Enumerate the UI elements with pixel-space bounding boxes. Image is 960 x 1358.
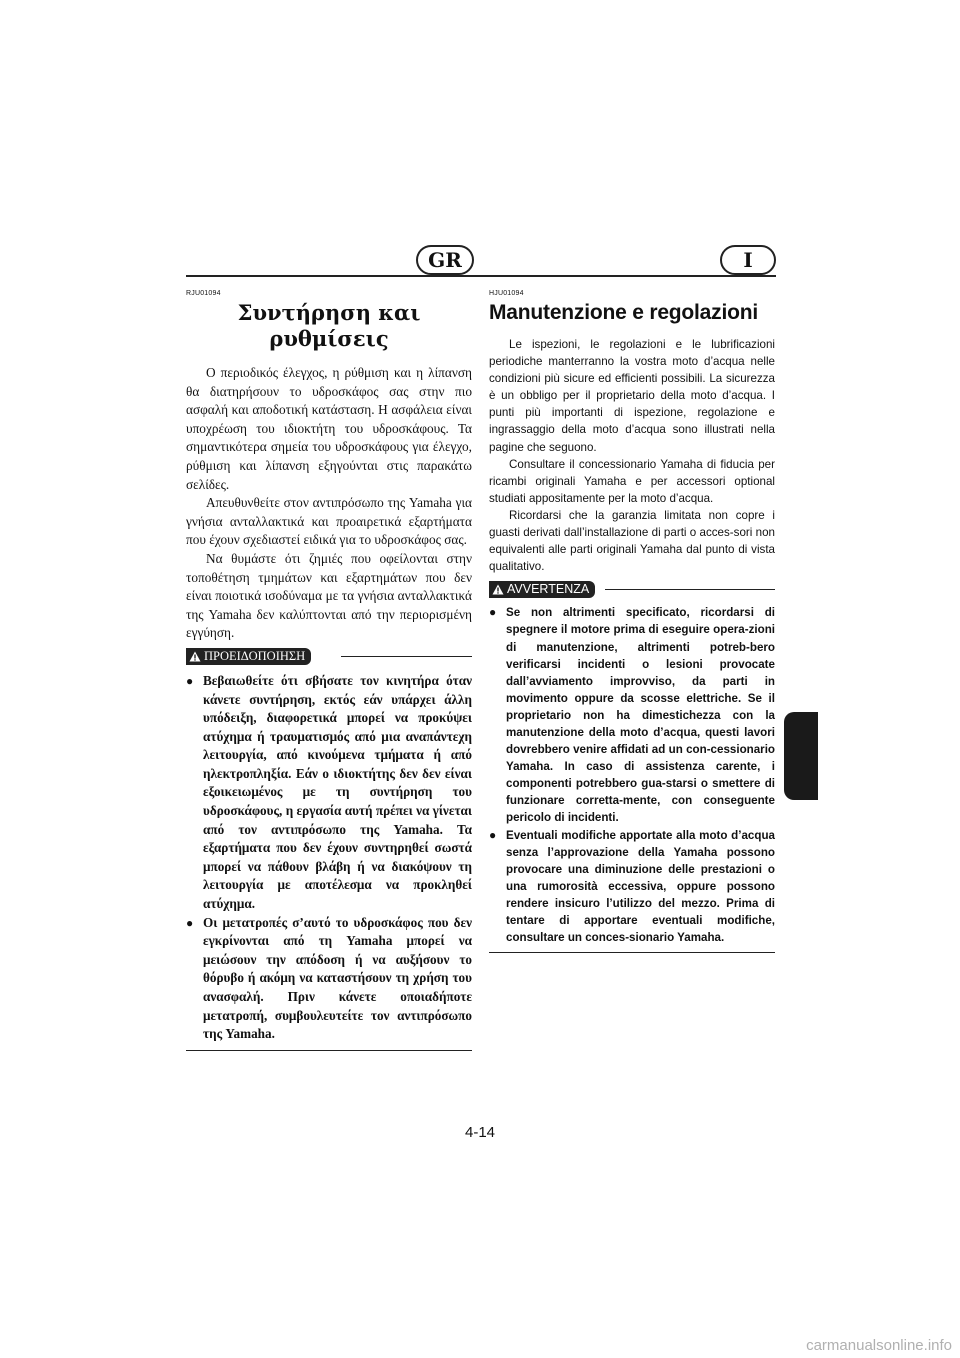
warning-triangle-icon [492, 584, 504, 595]
warning-item [186, 914, 472, 1044]
body-paragraph: Le ispezioni, le regolazioni e le lubrificazioni periodiche manterranno la vostra moto d’acqua nelle condizioni più sicure ed efficienti possibili. La sicurezza è un obbligo per il proprietario della moto d’acqua. I punti più importanti di ispezione, regolazione e ingrassaggio della moto d’acqua sono illustrati nella pagine che seguono. [489, 338, 775, 454]
warning-item [186, 672, 472, 914]
bullet-icon: ● [489, 827, 497, 842]
warning-list [186, 672, 472, 1044]
warning-label-text: AVVERTENZA [507, 582, 590, 597]
warning-triangle-icon [189, 651, 201, 662]
warning-list [489, 604, 775, 946]
bullet-icon: ● [186, 673, 194, 688]
body-paragraph: Να θυμάστε ότι ζημιές που οφείλονται στην τοποθέτηση τμημάτων και εξαρτημάτων που δεν είναι ποιοτικά ισοδύναμα με τα γνήσια ανταλλακτικά της Yamaha δεν καλύπτονται από την περιορισμένη εγγύηση. [186, 550, 472, 641]
warning-label [186, 648, 311, 665]
warning-item-text: Οι μετατροπές σ’αυτό το υδροσκάφος που δεν εγκρίνονται από τη Yamaha μπορεί να μειώσουν την απόδοση ή να αυξήσουν το θόρυβο ή ακόμη να καταστήσουν τη χρήση του ανασφαλή. Πριν κάνετε οποιαδήποτε μετατροπή, συμβουλευτείτε τον αντιπρόσωπο της Yamaha. [203, 914, 472, 1042]
warning-header [489, 580, 775, 598]
warning-label [489, 581, 595, 598]
warning-rule [605, 589, 775, 590]
warning-item [489, 827, 775, 947]
section-title: Συντήρηση και ρυθμίσεις [237, 300, 421, 351]
greek-column [186, 290, 472, 1051]
warning-header [186, 648, 472, 666]
header-rule [186, 275, 776, 277]
chapter-thumb-tab [784, 712, 818, 800]
body-paragraph: Consultare il concessionario Yamaha di fiducia per ricambi originali Yamaha e per accessori optional studiati appositamente per la moto d’acqua. [489, 457, 775, 505]
body-paragraph: Ricordarsi che la garanzia limitata non copre i guasti derivati dall’installazione di parti o acces-sori non equivalenti alle parti originali Yamaha dal punto di vista qualitativo. [489, 508, 775, 574]
watermark: carmanualsonline.info [806, 1337, 952, 1354]
section-code: HJU01094 [489, 290, 524, 297]
warning-label-text: ΠΡΟΕΙΔΟΠΟΙΗΣΗ [204, 649, 306, 664]
warning-item-text: Eventuali modifiche apportate alla moto d’acqua senza l’approvazione della Yamaha possono provocare una diminuzione delle prestazioni o una rumorosità eccessiva, oppure possono rendere insicuro l’utilizzo del mezzo. Prima di tentare di apportare eventuali modifiche, consultare un conces-sionario Yamaha. [506, 828, 775, 945]
section-title: Manutenzione e regolazioni [489, 301, 758, 324]
language-badge-italian: I [720, 245, 776, 275]
warning-rule [341, 656, 472, 657]
warning-item-text: Se non altrimenti specificato, ricordarsi di spegnere il motore prima di eseguire opera-zioni di manutenzione, altrimenti potreb-bero verificarsi incidenti o lesioni provocate dall’avviamento improvviso, da parti in movimento oppure da scosse elettriche. Se il proprietario non ha dimestichezza con la manutenzione della moto d’acqua, questi lavori dovrebbero venire affidati ad un con-cessionario Yamaha. In caso di assistenza carente, i componenti potrebbero gua-starsi o smettere di funzionare corretta-mente, con conseguente pericolo di incidenti. [506, 606, 775, 825]
italian-column [489, 290, 775, 953]
section-code: RJU01094 [186, 290, 221, 297]
body-paragraph: Απευθυνθείτε στον αντιπρόσωπο της Yamaha για γνήσια ανταλλακτικά και προαιρετικά εξαρτήματα που έχουν σχεδιαστεί ειδικά για το υδροσκάφος σας. [186, 495, 472, 548]
language-badge-greek: GR [416, 245, 474, 275]
bullet-icon: ● [489, 605, 497, 620]
page-number: 4-14 [464, 1124, 496, 1141]
bullet-icon: ● [186, 915, 194, 930]
warning-item-text: Βεβαιωθείτε ότι σβήσατε τον κινητήρα όταν κάνετε συντήρηση, εκτός εάν υπάρχει άλλη υπόδειξη, διαφορετικά μπορεί να προκύψει ατύχημα ή τραυματισμός από μια αναπάντεχη λειτουργία, από κινούμενα τμήματα ή από ηλεκτροπληξία. Εάν ο ιδιοκτήτης δεν δεν είναι εξοικειωμένος με τη συντήρηση του υδροσκάφους, η εργασία αυτή πρέπει να γίνεται από τον αντιπρόσωπο της Yamaha. Τα εξαρτήματα που δεν έχουν συντηρηθεί σωστά μπορεί να πάθουν βλάβη ή να διακόψουν τη λειτουργία με αποτέλεσμα να προκληθεί ατύχημα. [203, 672, 472, 912]
body-paragraph: Ο περιοδικός έλεγχος, η ρύθμιση και η λίπανση θα διατηρήσουν το υδροσκάφος σας στην πιο ασφαλή και αποδοτική κατάσταση. Η ασφάλεια είναι υποχρέωση του ιδιοκτήτη του υδροσκάφους. Τα σημαντικότερα σημεία του υδροσκάφους για έλεγχο, ρύθμιση και λίπανση εξηγούνται στις παρακάτω σελίδες. [186, 365, 472, 492]
warning-end-rule [186, 1050, 472, 1051]
warning-item [489, 604, 775, 826]
warning-end-rule [489, 952, 775, 953]
